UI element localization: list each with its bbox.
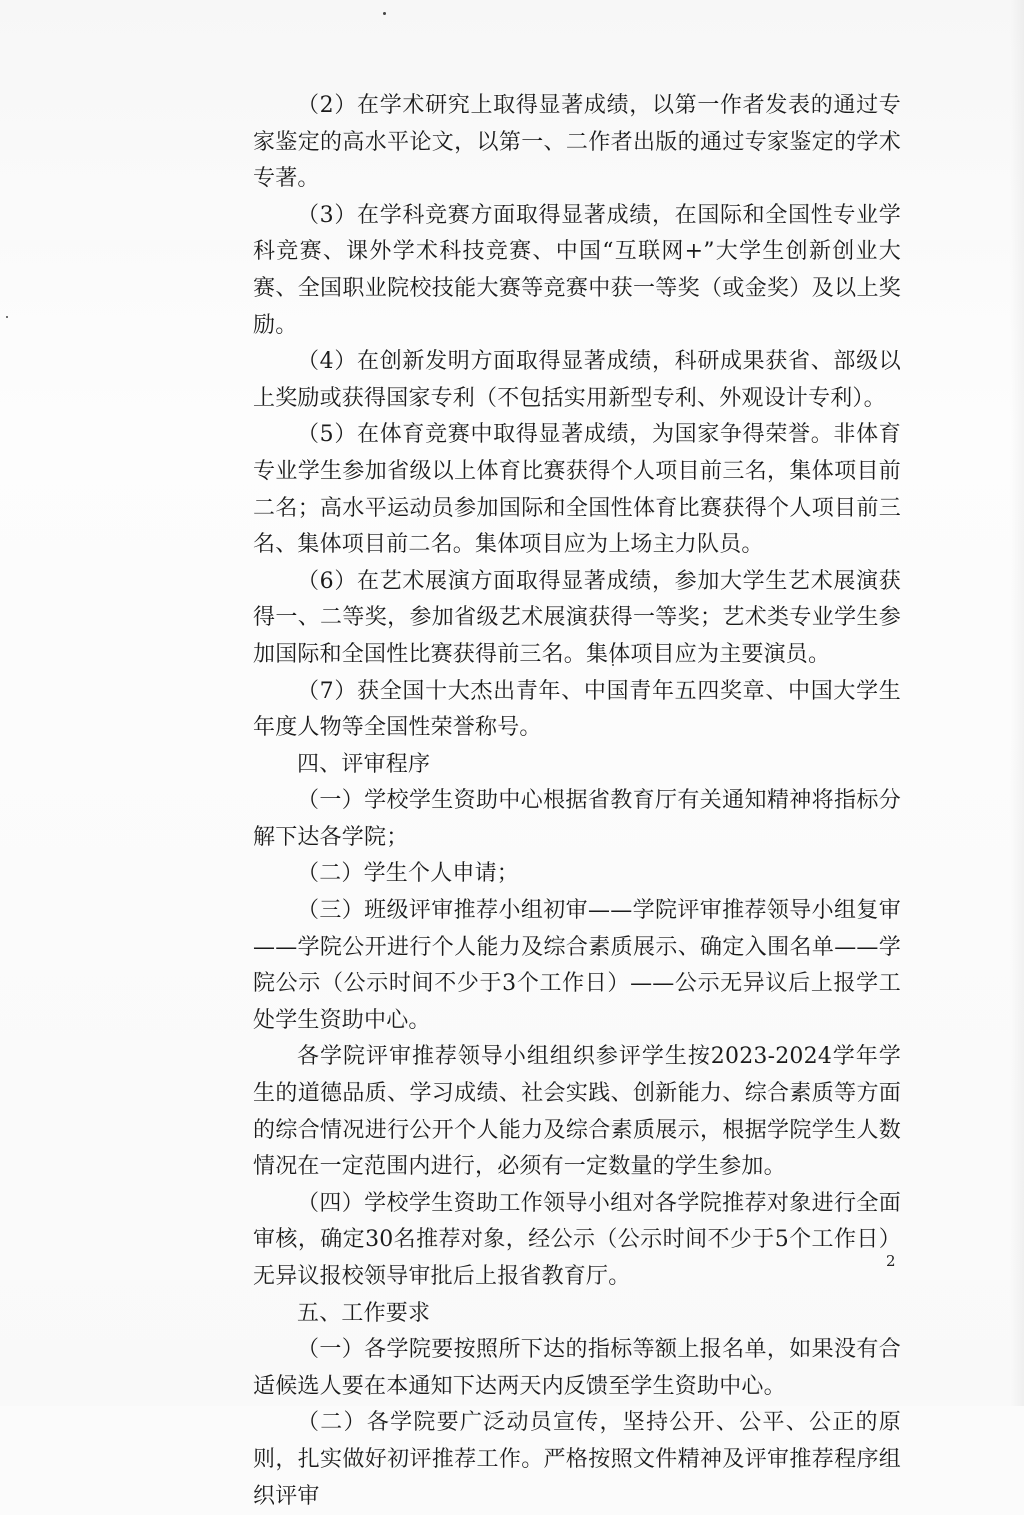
paragraph-criterion-6: （6）在艺术展演方面取得显著成绩，参加大学生艺术展演获得一、二等奖，参加省级艺术展演获得一等奖；艺术类专业学生参加国际和全国性比赛获得前三名。集体项目应为主要演员。 bbox=[253, 568, 901, 667]
paragraph-criterion-2: （2）在学术研究上取得显著成绩，以第一作者发表的通过专家鉴定的高水平论文，以第一、二作者出版的通过专家鉴定的学术专著。 bbox=[253, 93, 901, 192]
paragraph-criterion-7: （7）获全国十大杰出青年、中国青年五四奖章、中国大学生年度人物等全国性荣誉称号。 bbox=[253, 678, 901, 741]
page-number: 2 bbox=[886, 1252, 896, 1270]
section-heading-work-requirements: 五、工作要求 bbox=[297, 1300, 431, 1326]
section-heading-review-procedure: 四、评审程序 bbox=[297, 751, 431, 777]
paragraph-procedure-detail: 各学院评审推荐领导小组组织参评学生按2023-2024学年学生的道德品质、学习成绩、社会实践、创新能力、综合素质等方面的综合情况进行公开个人能力及综合素质展示，根据学院学生人数情况在一定范围内进行，必须有一定数量的学生参加。 bbox=[253, 1044, 901, 1180]
paragraph-procedure-2: （二）学生个人申请； bbox=[297, 861, 520, 887]
scan-speck bbox=[6, 316, 8, 318]
paragraph-procedure-1: （一）学校学生资助中心根据省教育厅有关通知精神将指标分解下达各学院； bbox=[253, 788, 901, 850]
paragraph-procedure-3: （三）班级评审推荐小组初审——学院评审推荐领导小组复审——学院公开进行个人能力及综合素质展示、确定入围名单——学院公示（公示时间不少于3个工作日）——公示无异议后上报学工处学生资助中心。 bbox=[253, 898, 901, 1033]
paragraph-criterion-4: （4）在创新发明方面取得显著成绩，科研成果获省、部级以上奖励或获得国家专利（不包括实用新型专利、外观设计专利）。 bbox=[253, 349, 901, 411]
scan-speck bbox=[383, 12, 386, 15]
document-body bbox=[253, 88, 901, 1515]
paragraph-requirement-2: （二）各学院要广泛动员宣传，坚持公开、公平、公正的原则，扎实做好初评推荐工作。严格按照文件精神及评审推荐程序组织评审 bbox=[253, 1410, 901, 1509]
paragraph-criterion-3: （3）在学科竞赛方面取得显著成绩，在国际和全国性专业学科竞赛、课外学术科技竞赛、中国“互联网+”大学生创新创业大赛、全国职业院校技能大赛等竞赛中获一等奖（或金奖）及以上奖励。 bbox=[253, 202, 901, 338]
paragraph-criterion-5: （5）在体育竞赛中取得显著成绩，为国家争得荣誉。非体育专业学生参加省级以上体育比赛获得个人项目前三名，集体项目前二名；高水平运动员参加国际和全国性体育比赛获得个人项目前三名、集体项目前二名。集体项目应为上场主力队员。 bbox=[253, 422, 901, 558]
paragraph-procedure-4: （四）学校学生资助工作领导小组对各学院推荐对象进行全面审核，确定30名推荐对象，经公示（公示时间不少于5个工作日）无异议报校领导审批后上报省教育厅。 bbox=[253, 1190, 901, 1289]
paragraph-requirement-1: （一）各学院要按照所下达的指标等额上报名单，如果没有合适候选人要在本通知下达两天内反馈至学生资助中心。 bbox=[253, 1337, 901, 1399]
